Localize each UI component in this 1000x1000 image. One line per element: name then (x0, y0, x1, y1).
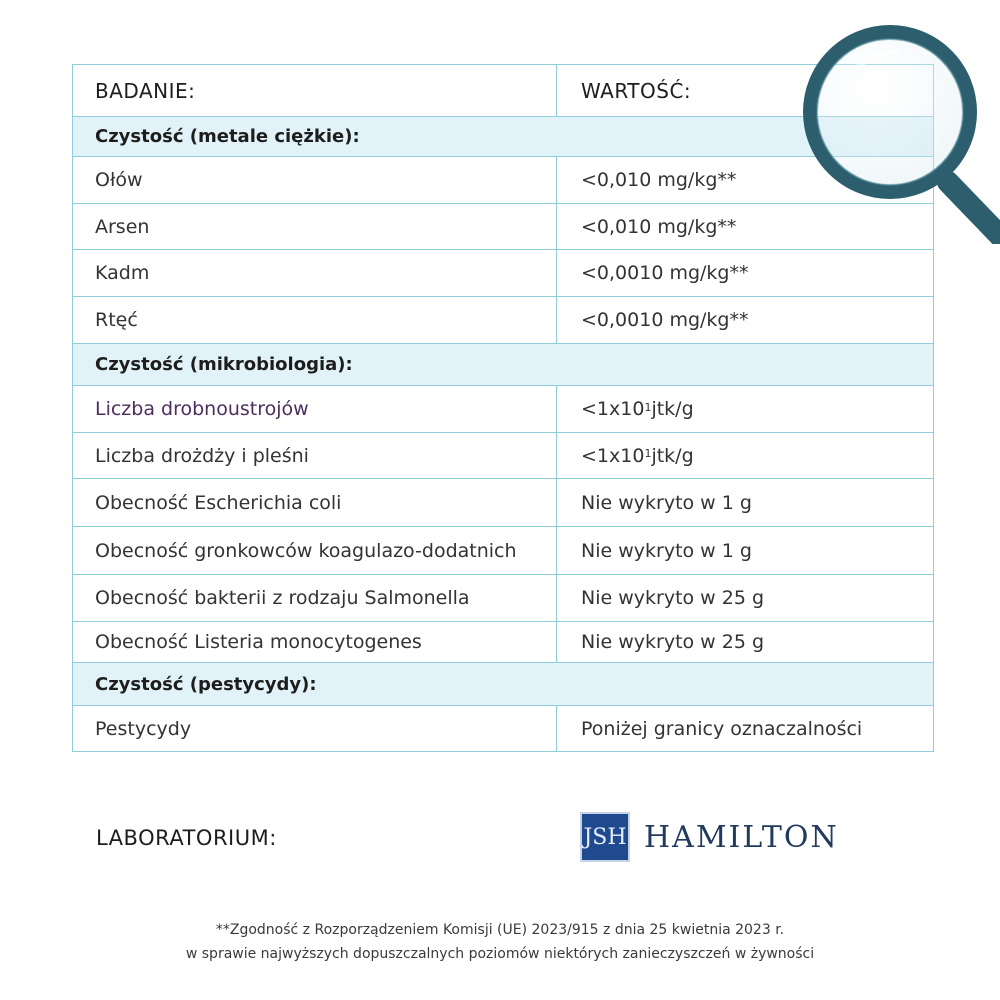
logo-monogram: JSH (580, 812, 630, 862)
section-title: Czystość (pestycydy): (95, 673, 317, 695)
footnote (0, 918, 1000, 966)
table-row (73, 297, 933, 344)
test-value: <0,0010 mg/kg** (581, 309, 749, 331)
table-row (73, 575, 933, 622)
test-value (557, 433, 933, 478)
value-exponent: 1 (644, 400, 652, 414)
header-test: BADANIE: (73, 65, 557, 116)
value-base: <1x10 (581, 398, 645, 420)
test-value: <0,0010 mg/kg** (581, 262, 749, 284)
footnote-line-1: **Zgodność z Rozporządzeniem Komisji (UE) 2023/915 z dnia 25 kwietnia 2023 r. (215, 922, 785, 938)
test-name: Arsen (73, 204, 557, 249)
section-microbiology (73, 344, 933, 386)
test-value: Nie wykryto w 25 g (581, 587, 765, 609)
test-value: Nie wykryto w 1 g (581, 539, 752, 562)
section-pesticides (73, 663, 933, 706)
footnote-line-2: w sprawie najwyższych dopuszczalnych poziomów niektórych zanieczyszczeń w żywności (185, 946, 815, 962)
test-value: <0,010 mg/kg** (581, 215, 737, 238)
hamilton-logo (580, 812, 839, 862)
table-row (73, 622, 933, 663)
table-row (73, 433, 933, 479)
value-unit: jtk/g (651, 444, 694, 467)
test-name: Obecność Escherichia coli (73, 479, 557, 526)
test-name: Rtęć (73, 297, 557, 343)
laboratory-label: LABORATORIUM: (96, 826, 277, 850)
test-name: Obecność bakterii z rodzaju Salmonella (73, 575, 557, 621)
test-value: Nie wykryto w 1 g (581, 491, 752, 514)
table-row (73, 479, 933, 527)
table-row (73, 386, 933, 433)
value-base: <1x10 (581, 444, 645, 467)
magnifying-glass-icon (790, 22, 1000, 244)
test-name: Kadm (73, 250, 557, 296)
section-title: Czystość (mikrobiologia): (95, 354, 353, 375)
table-row (73, 527, 933, 575)
test-name: Pestycydy (73, 706, 557, 751)
test-value (557, 386, 933, 432)
test-name: Ołów (73, 157, 557, 203)
table-row (73, 706, 933, 752)
test-name: Liczba drobnoustrojów (73, 386, 557, 432)
logo-name: HAMILTON (644, 819, 839, 855)
test-value: Poniżej granicy oznaczalności (581, 717, 863, 740)
test-name: Obecność gronkowców koagulazo-dodatnich (73, 527, 557, 574)
value-exponent: 1 (644, 447, 652, 460)
section-title: Czystość (metale ciężkie): (95, 126, 360, 147)
test-name: Liczba drożdży i pleśni (73, 433, 557, 478)
table-row (73, 250, 933, 297)
test-value: <0,010 mg/kg** (581, 169, 737, 191)
header-value: WARTOŚĆ: (581, 78, 692, 103)
test-name: Obecność Listeria monocytogenes (73, 622, 557, 662)
test-value: Nie wykryto w 25 g (581, 631, 765, 653)
value-unit: jtk/g (651, 398, 694, 420)
